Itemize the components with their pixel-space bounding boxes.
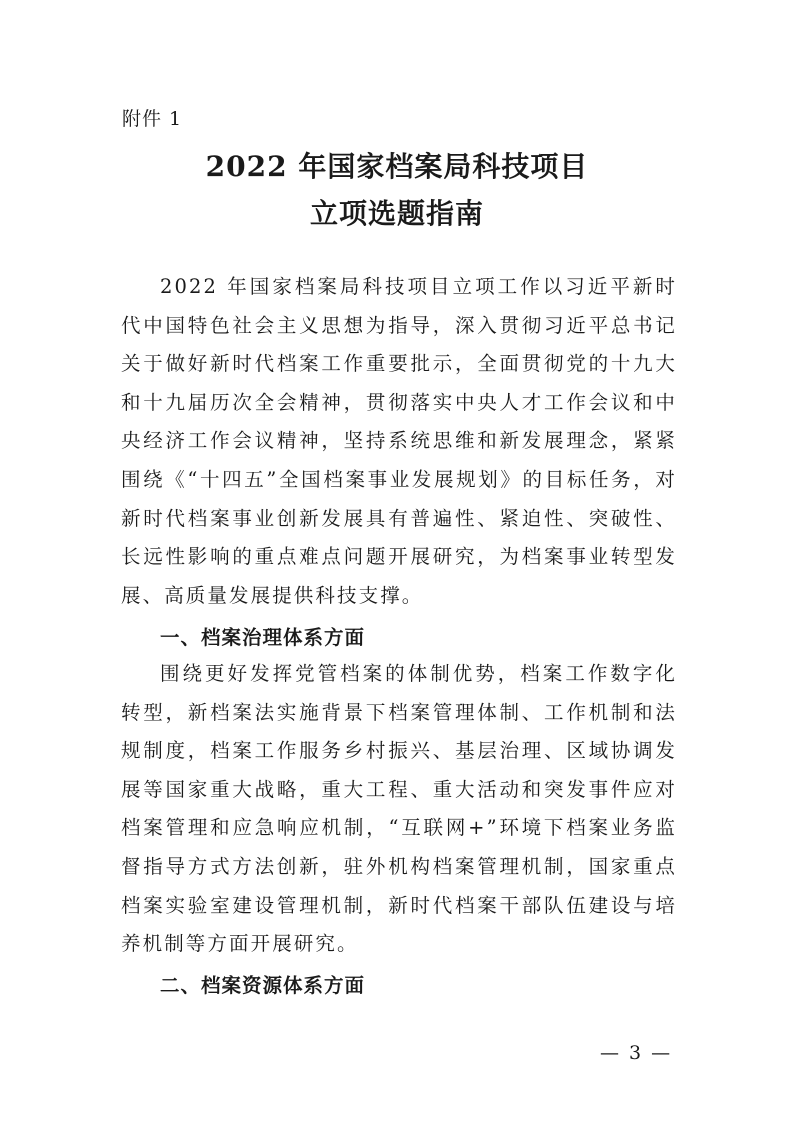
page-number: — 3 — xyxy=(600,1042,673,1064)
attachment-label: 附件 1 xyxy=(122,108,183,130)
document-title-line-2: 立项选题指南 xyxy=(309,197,484,230)
section-heading-1: 一、档案治理体系方面 xyxy=(160,626,366,649)
section-heading-2: 二、档案资源体系方面 xyxy=(160,974,366,997)
intro-paragraph: 2022 年国家档案局科技项目立项工作以习近平新时代中国特色社会主义思想为指导，深入贯彻习近平总书记关于做好新时代档案工作重要批示，全面贯彻党的十九大和十九届历次全会精神，贯彻落实中央人才工作会议和中央经济工作会议精神，坚持系统思维和新发展理念，紧紧围绕《“十四五”全国档案事业发展规划》的目标任务，对新时代档案事业创新发展具有普遍性、紧迫性、突破性、长远性影响的重点难点问题开展研究，为档案事业转型发展、高质量发展提供科技支撑。 xyxy=(121,275,677,607)
section-1-paragraph: 围绕更好发挥党管档案的体制优势，档案工作数字化转型，新档案法实施背景下档案管理体制、工作机制和法规制度，档案工作服务乡村振兴、基层治理、区域协调发展等国家重大战略，重大工程、重大活动和突发事件应对档案管理和应急响应机制，“互联网+”环境下档案业务监督指导方式方法创新，驻外机构档案管理机制，国家重点档案实验室建设管理机制，新时代档案干部队伍建设与培养机制等方面开展研究。 xyxy=(121,662,677,956)
document-title-line-1: 2022 年国家档案局科技项目 xyxy=(205,150,589,183)
